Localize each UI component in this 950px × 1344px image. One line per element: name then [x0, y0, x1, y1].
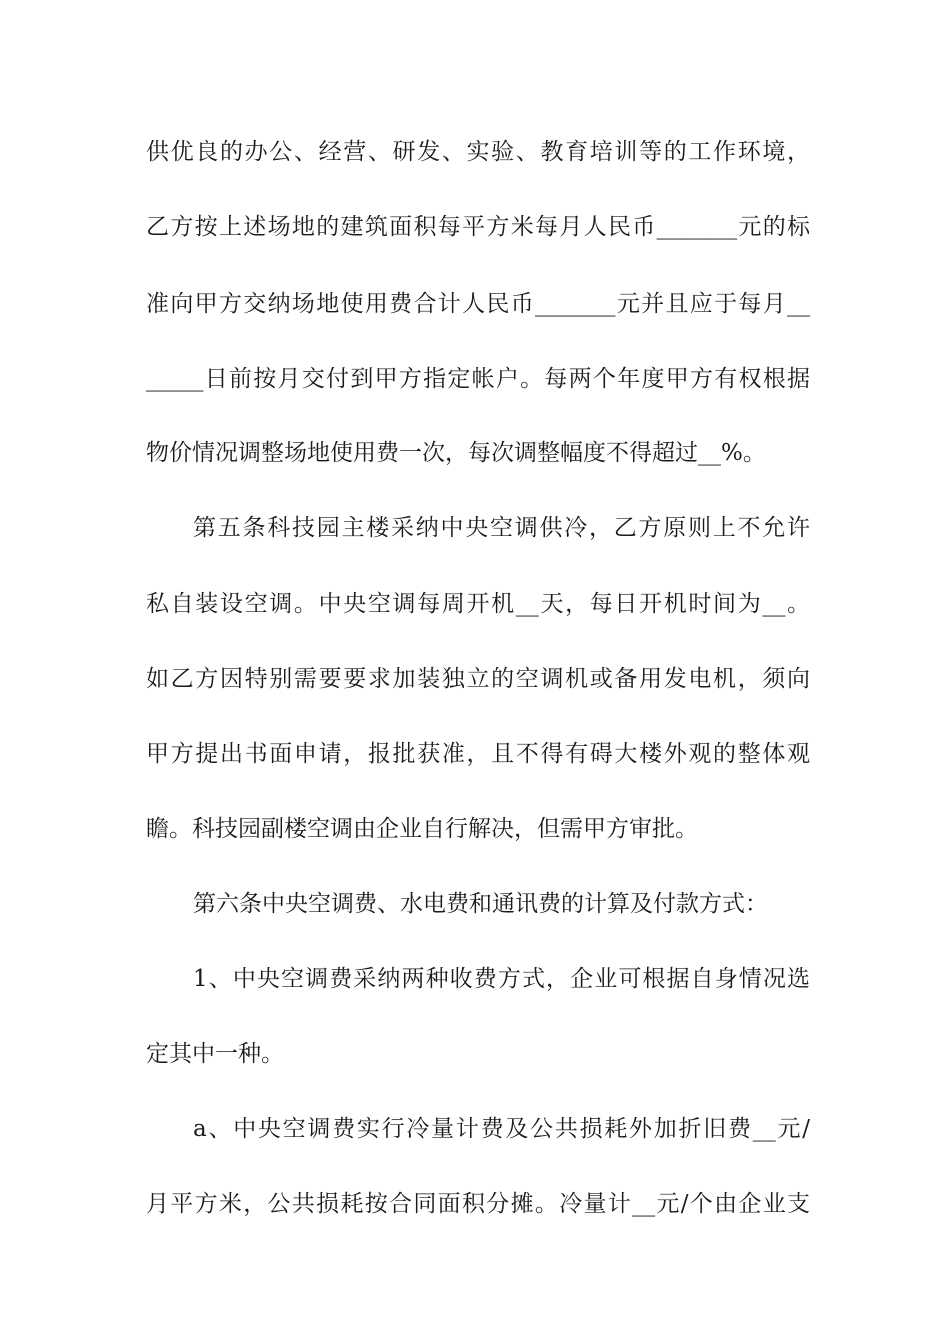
text-line: 乙方按上述场地的建筑面积每平方米每月人民币_______元的标	[146, 214, 810, 240]
text-line: 瞻。科技园副楼空调由企业自行解决，但需甲方审批。	[146, 816, 698, 842]
text-line: 甲方提出书面申请，报批获准，且不得有碍大楼外观的整体观	[146, 741, 810, 767]
paragraph-first-line: 第五条科技园主楼采纳中央空调供冷，乙方原则上不允许	[193, 515, 810, 541]
text-line: 准向甲方交纳场地使用费合计人民币_______元并且应于每月__	[146, 291, 810, 317]
text-line: 如乙方因特别需要要求加装独立的空调机或备用发电机，须向	[146, 666, 810, 692]
text-line: 物价情况调整场地使用费一次，每次调整幅度不得超过__%。	[146, 440, 766, 466]
paragraph-first-line: a、中央空调费实行冷量计费及公共损耗外加折旧费__元/	[193, 1116, 810, 1142]
text-line: _____日前按月交付到甲方指定帐户。每两个年度甲方有权根据	[146, 366, 810, 392]
text-line: 供优良的办公、经营、研发、实验、教育培训等的工作环境，	[146, 139, 810, 165]
text-line: 月平方米，公共损耗按合同面积分摊。冷量计__元/个由企业支	[146, 1191, 810, 1217]
text-line: 定其中一种。	[146, 1041, 284, 1067]
paragraph-first-line: 1、中央空调费采纳两种收费方式，企业可根据自身情况选	[193, 966, 810, 992]
paragraph-first-line: 第六条中央空调费、水电费和通讯费的计算及付款方式：	[193, 891, 768, 917]
text-line: 私自装设空调。中央空调每周开机__天，每日开机时间为__。	[146, 591, 810, 617]
